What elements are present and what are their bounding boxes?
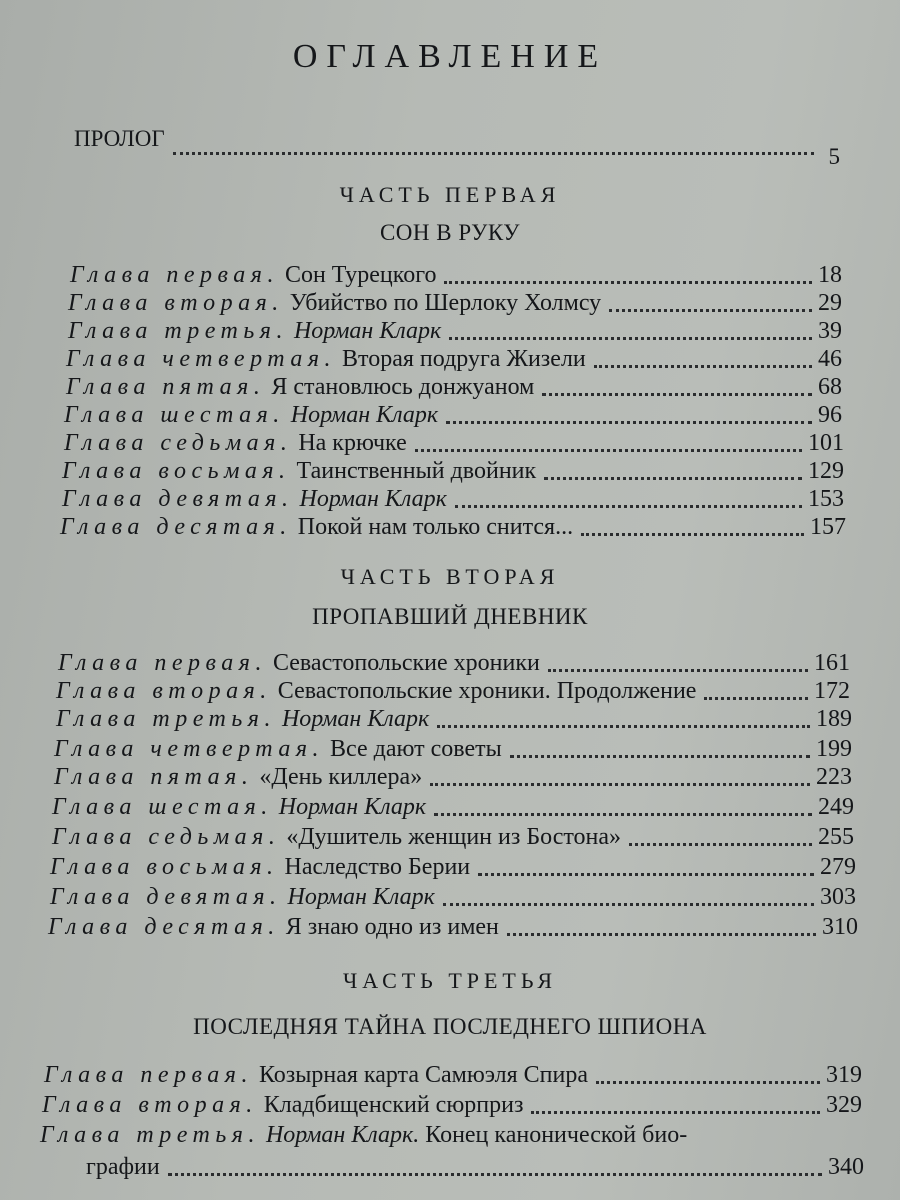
dot-leader (443, 903, 814, 906)
page-number: 96 (818, 402, 842, 428)
toc-entry (70, 262, 842, 289)
chapter-number: Глава вторая. (56, 678, 272, 704)
dot-leader (430, 783, 810, 786)
toc-entry (52, 794, 854, 821)
dot-leader (596, 1081, 820, 1084)
dot-leader (455, 505, 802, 508)
dot-leader (544, 477, 802, 480)
page-number: 223 (816, 764, 852, 790)
page-number: 329 (826, 1092, 862, 1118)
dot-leader (168, 1173, 822, 1176)
chapter-title: Кладбищенский сюрприз (263, 1092, 524, 1118)
page-number: 340 (828, 1154, 864, 1180)
page-number: 153 (808, 486, 844, 512)
part-subtitle: ПОСЛЕДНЯЯ ТАЙНА ПОСЛЕДНЕГО ШПИОНА (193, 1014, 707, 1039)
chapter-title-part: Конец канонической био- (425, 1122, 688, 1148)
dot-leader (437, 725, 810, 728)
toc-entry (68, 290, 842, 317)
chapter-title: Норман Кларк (287, 884, 435, 910)
dot-leader (510, 755, 810, 758)
chapter-number: Глава восьмая. (50, 854, 279, 880)
chapter-title: Севастопольские хроники (272, 650, 540, 676)
chapter-title: Наследство Берии (284, 854, 471, 880)
chapter-title: Сон Турецкого (284, 262, 437, 288)
chapter-title: Все дают советы (330, 736, 502, 762)
toc-entry (66, 374, 842, 401)
page-number: 157 (810, 514, 846, 540)
toc-entry (54, 764, 852, 791)
chapter-number: Глава пятая. (54, 764, 254, 790)
dot-leader (444, 281, 812, 284)
dot-leader (542, 393, 812, 396)
chapter-number: Глава первая. (44, 1062, 253, 1088)
chapter-title: Норман Кларк (293, 318, 442, 344)
toc-entry (64, 402, 842, 429)
toc-entry (66, 346, 842, 373)
prologue-label: ПРОЛОГ (74, 126, 165, 151)
dot-leader (507, 933, 816, 936)
part-subtitle: ПРОПАВШИЙ ДНЕВНИК (312, 604, 588, 629)
toc-entry-prologue (74, 126, 840, 169)
chapter-title: Норман Кларк (299, 486, 447, 512)
toc-entry (68, 318, 842, 345)
chapter-title: Я знаю одно из имен (285, 914, 499, 940)
part-heading: ЧАСТЬ ПЕРВАЯ (339, 182, 561, 207)
chapter-number: Глава четвертая. (66, 346, 337, 372)
dot-leader (434, 813, 812, 816)
page-number: 189 (816, 706, 852, 732)
toc-entry (60, 514, 846, 541)
chapter-number: Глава десятая. (60, 514, 292, 540)
chapter-title: Таинственный двойник (296, 458, 537, 484)
dot-leader (173, 152, 814, 155)
chapter-title-part: Норман Кларк. (265, 1122, 420, 1148)
chapter-number: Глава девятая. (50, 884, 282, 910)
toc-entry (48, 914, 858, 941)
chapter-number: Глава первая. (70, 262, 279, 288)
chapter-number: Глава третья. (56, 706, 276, 732)
chapter-title: Норман Кларк (290, 402, 439, 428)
chapter-number: Глава седьмая. (64, 430, 293, 456)
toc-entry (56, 706, 852, 733)
toc-entry (54, 736, 852, 763)
toc-entry-line1 (40, 1122, 860, 1149)
chapter-title: «Душитель женщин из Бостона» (286, 824, 622, 850)
page-number: 46 (818, 346, 842, 372)
chapter-number: Глава первая. (58, 650, 267, 676)
chapter-number: Глава третья. (68, 318, 288, 344)
page-number: 5 (828, 144, 840, 169)
page-number: 101 (808, 430, 844, 456)
chapter-number: Глава десятая. (48, 914, 280, 940)
chapter-number: Глава восьмая. (62, 458, 291, 484)
toc-entry-line2 (86, 1154, 864, 1181)
chapter-number: Глава вторая. (68, 290, 284, 316)
page-number: 29 (818, 290, 842, 316)
chapter-title: На крючке (298, 430, 407, 456)
chapter-number: Глава вторая. (42, 1092, 258, 1118)
chapter-title: «День киллера» (259, 764, 423, 790)
chapter-title-continued: графии (86, 1154, 160, 1180)
dot-leader (581, 533, 804, 536)
dot-leader (449, 337, 812, 340)
chapter-number: Глава седьмая. (52, 824, 281, 850)
toc-entry (58, 650, 850, 677)
toc-entry (64, 430, 844, 457)
dot-leader (629, 843, 812, 846)
chapter-title: Норман Кларк (281, 706, 430, 732)
part-subtitle: СОН В РУКУ (379, 220, 521, 245)
page-number: 199 (816, 736, 852, 762)
page-number: 303 (820, 884, 856, 910)
toc-entry (44, 1062, 862, 1089)
dot-leader (704, 697, 808, 700)
dot-leader (609, 309, 812, 312)
chapter-number: Глава третья. (40, 1122, 260, 1148)
page-number: 129 (808, 458, 844, 484)
chapter-title: Вторая подруга Жизели (342, 346, 586, 372)
page-number: 68 (818, 374, 842, 400)
toc-entry (50, 884, 856, 911)
page-number: 255 (818, 824, 854, 850)
dot-leader (415, 449, 802, 452)
chapter-number: Глава четвертая. (54, 736, 325, 762)
page-number: 249 (818, 794, 854, 820)
page-number: 172 (814, 678, 850, 704)
chapter-title: Козырная карта Самюэля Спира (258, 1062, 588, 1088)
chapter-title: Я становлюсь донжуаном (271, 374, 535, 400)
toc-entry (42, 1092, 862, 1119)
page-number: 310 (822, 914, 858, 940)
dot-leader (531, 1111, 820, 1114)
chapter-number: Глава девятая. (62, 486, 294, 512)
dot-leader (594, 365, 812, 368)
page-title: ОГЛАВЛЕНИЕ (292, 38, 608, 75)
chapter-number: Глава шестая. (64, 402, 285, 428)
page-number: 39 (818, 318, 842, 344)
page-number: 161 (814, 650, 850, 676)
part-heading: ЧАСТЬ ТРЕТЬЯ (342, 968, 558, 993)
toc-entry (50, 854, 856, 881)
toc-entry (62, 458, 844, 485)
page-number: 279 (820, 854, 856, 880)
chapter-title: Норман Кларк (278, 794, 427, 820)
chapter-title: Севастопольские хроники. Продолжение (277, 678, 697, 704)
dot-leader (548, 669, 808, 672)
page-number: 319 (826, 1062, 862, 1088)
dot-leader (446, 421, 812, 424)
chapter-title: Убийство по Шерлоку Холмсу (289, 290, 602, 316)
toc-entry (62, 486, 844, 513)
chapter-title: Покой нам только снится... (297, 514, 574, 540)
page-number: 18 (818, 262, 842, 288)
part-heading: ЧАСТЬ ВТОРАЯ (340, 564, 560, 589)
chapter-number: Глава пятая. (66, 374, 266, 400)
toc-entry (56, 678, 850, 705)
toc-entry (52, 824, 854, 851)
chapter-number: Глава шестая. (52, 794, 273, 820)
dot-leader (478, 873, 814, 876)
